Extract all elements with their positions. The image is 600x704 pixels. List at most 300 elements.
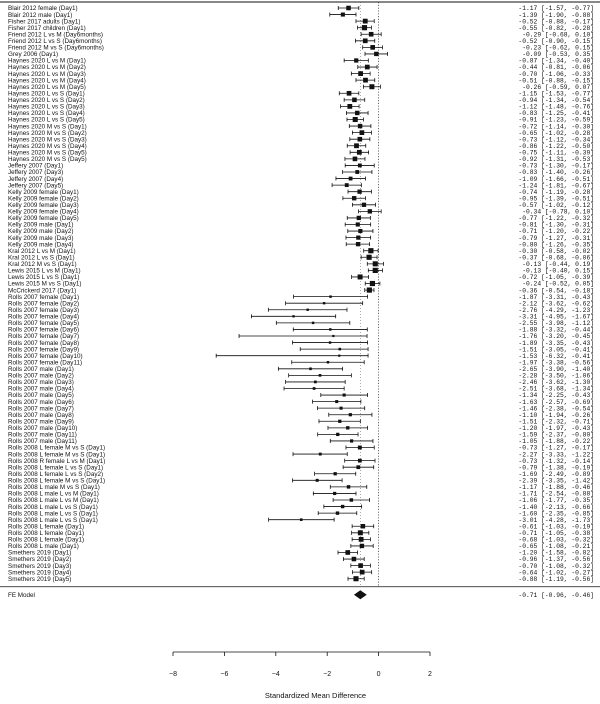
study-row (8, 386, 594, 393)
study-label: Haynes 2020 M vs S (Day4) (8, 142, 87, 150)
study-label: Rolls 2007 female (Day5) (8, 320, 80, 328)
study-label: Jeffery 2007 (Day1) (8, 162, 64, 170)
point-estimate (346, 426, 349, 429)
study-label: Rolls 2007 female (Day1) (8, 293, 80, 301)
estimate-text: -1.60 [-2.35, -0.85] (518, 510, 594, 518)
study-row (8, 156, 594, 163)
study-label: Blair 2012 female (Day1) (8, 5, 78, 13)
estimate-text: -1.76 [-3.20, -0.45] (518, 333, 594, 341)
estimate-text: -1.20 [-1.58, -0.82] (518, 549, 594, 557)
point-estimate (358, 164, 362, 168)
estimate-text: -0.26 [-0.59, 0.07] (522, 83, 594, 91)
study-label: Rolls 2008 L male L vs M (Day1) (8, 490, 99, 498)
point-estimate (360, 544, 364, 548)
study-row (8, 241, 594, 248)
study-label: Lewis 2015 L vs M (Day1) (8, 267, 81, 275)
point-estimate (350, 498, 353, 501)
study-row (8, 333, 594, 340)
point-estimate (368, 209, 372, 213)
study-label: Smethers 2019 (Day5) (8, 575, 72, 583)
study-label: Rolls 2007 male (Day7) (8, 405, 74, 413)
estimate-text: -0.65 [-1.08, -0.21] (518, 543, 594, 551)
study-row (8, 425, 594, 432)
estimate-text: -1.71 [-2.54, -0.88] (518, 490, 594, 498)
point-estimate (355, 111, 359, 115)
estimate-text: -1.34 [-2.25, -0.43] (518, 392, 594, 400)
estimate-text: -0.91 [-1.23, -0.59] (518, 116, 594, 124)
study-label: Rolls 2007 female (Day3) (8, 306, 80, 314)
estimate-text: -0.13 [-0.40, 0.15] (522, 267, 594, 275)
study-row (8, 261, 594, 268)
point-estimate (358, 530, 363, 535)
study-row (8, 12, 594, 19)
study-row (8, 379, 594, 386)
point-estimate (373, 261, 378, 266)
estimate-text: -0.51 [-0.88, -0.15] (518, 77, 594, 85)
study-row (8, 150, 594, 157)
point-estimate (329, 295, 331, 297)
study-row (8, 45, 594, 52)
point-estimate (358, 229, 362, 233)
point-estimate (341, 13, 345, 17)
estimate-text: -0.72 [-1.14, -0.30] (518, 123, 594, 131)
point-estimate (370, 45, 375, 50)
study-label: Rolls 2008 L male (Day1) (8, 543, 79, 551)
study-row (8, 163, 594, 170)
study-label: Fisher 2017 children (Day1) (8, 24, 86, 32)
study-label: Kelly 2009 female (Day3) (8, 202, 79, 209)
study-label: Rolls 2007 male (Day5) (8, 392, 74, 400)
point-estimate (358, 446, 362, 450)
study-row (8, 530, 594, 537)
study-label: Kelly 2009 female (Day2) (8, 195, 79, 203)
estimate-text: -0.36 [-0.54, -0.18] (518, 287, 594, 295)
study-label: Haynes 2020 L vs M (Day3) (8, 70, 86, 78)
study-label: Rolls 2007 male (Day4) (8, 385, 74, 393)
estimate-text: -0.83 [-1.25, -0.41] (518, 110, 594, 118)
study-label: Rolls 2008 L male M vs S (Day1) (8, 484, 100, 492)
estimate-text: -1.46 [-2.38, -0.54] (518, 405, 594, 413)
estimate-text: -0.09 [-0.53, 0.35] (522, 51, 594, 59)
estimate-text: -0.77 [-1.22, -0.32] (518, 215, 594, 223)
point-estimate (340, 407, 343, 410)
point-estimate (347, 485, 350, 488)
study-row (8, 569, 594, 576)
point-estimate (363, 38, 368, 43)
point-estimate (346, 6, 351, 11)
x-tick-label: −6 (220, 671, 229, 678)
estimate-text: -0.94 [-1.34, -0.54] (518, 97, 594, 105)
estimate-text: -0.71 [-1.20, -0.22] (518, 228, 594, 236)
point-estimate (374, 52, 378, 56)
study-label: Haynes 2020 M vs S (Day5) (8, 149, 87, 157)
study-label: Kral 2012 L vs M (Day1) (8, 247, 76, 255)
study-row (8, 366, 594, 373)
study-label: Haynes 2020 M vs S (Day1) (8, 123, 87, 131)
summary-label: FE Model (8, 592, 35, 600)
point-estimate (349, 413, 352, 416)
study-row (8, 228, 594, 235)
estimate-text: -1.51 [-3.05, -0.41] (518, 346, 594, 354)
point-estimate (369, 84, 374, 89)
study-label: Kelly 2009 female (Day5) (8, 215, 79, 223)
study-row (8, 176, 594, 183)
estimate-text: -0.73 [-1.12, -0.34] (518, 136, 594, 144)
point-estimate (336, 511, 339, 514)
point-estimate (368, 248, 373, 253)
study-row (8, 104, 594, 111)
point-estimate (314, 381, 317, 384)
x-axis-title: Standardized Mean Difference (264, 691, 367, 700)
study-label: Rolls 2007 male (Day11) (8, 438, 77, 446)
study-label: Rolls 2008 L female L vs S (Day2) (8, 470, 104, 478)
x-axis (169, 652, 432, 700)
study-label: Rolls 2007 male (Day8) (8, 411, 74, 419)
estimate-text: -0.29 [-0.68, 0.10] (522, 31, 594, 39)
study-rows (8, 5, 594, 583)
study-label: Rolls 2007 male (Day6) (8, 398, 74, 406)
estimate-text: -0.80 [-1.26, -0.35] (518, 241, 594, 249)
estimate-text: -0.68 [-1.03, -0.32] (518, 536, 594, 544)
study-label: Kral 2012 L vs S (Day1) (8, 254, 75, 262)
study-row (8, 248, 594, 255)
study-row (8, 97, 594, 104)
x-tick-label: −4 (271, 671, 280, 678)
study-row (8, 71, 594, 78)
point-estimate (334, 472, 337, 475)
study-row (8, 182, 594, 189)
estimate-text: -2.39 [-3.35, -1.42] (518, 477, 594, 485)
point-estimate (356, 465, 360, 469)
estimate-text: -1.39 [-1.90, -0.88] (518, 11, 594, 19)
study-row (8, 117, 594, 124)
study-row (8, 287, 594, 294)
study-label: Haynes 2020 L vs S (Day3) (8, 103, 85, 111)
study-label: Blair 2012 male (Day1) (8, 11, 73, 19)
x-tick-label: 2 (428, 671, 432, 678)
estimate-text: -2.46 [-3.62, -1.30] (518, 379, 594, 387)
study-label: Rolls 2008 L male L vs S (Day1) (8, 516, 98, 524)
point-estimate (360, 570, 365, 575)
point-estimate (356, 222, 360, 226)
study-row (8, 222, 594, 229)
study-label: Rolls 2007 male (Day9) (8, 418, 74, 426)
estimate-text: -2.55 [-3.98, -1.12] (518, 320, 594, 328)
estimate-text: -0.61 [-1.03, -0.19] (518, 523, 594, 531)
point-estimate (347, 91, 352, 96)
estimate-text: -0.86 [-1.22, -0.50] (518, 142, 594, 150)
study-row (8, 550, 594, 557)
study-label: Haynes 2020 L vs S (Day1) (8, 90, 85, 98)
estimate-text: -1.20 [-1.97, -0.43] (518, 425, 594, 433)
study-label: Jeffery 2007 (Day4) (8, 175, 64, 183)
study-label: Smethers 2019 (Day1) (8, 549, 72, 557)
point-estimate (292, 315, 294, 317)
study-label: Rolls 2008 L female L vs S (Day1) (8, 464, 104, 472)
point-estimate (319, 374, 322, 377)
study-label: Rolls 2007 female (Day11) (8, 359, 83, 367)
point-estimate (354, 143, 359, 148)
point-estimate (323, 302, 325, 304)
study-row (8, 412, 594, 419)
estimate-text: -0.95 [-1.39, -0.51] (518, 195, 594, 203)
estimate-text: -0.74 [-1.19, -0.28] (518, 188, 594, 196)
estimate-text: -0.30 [-0.58, -0.02] (518, 247, 594, 255)
point-estimate (358, 274, 363, 279)
estimate-text: -1.97 [-3.38, -0.56] (518, 359, 594, 367)
point-estimate (362, 25, 367, 30)
study-row (8, 418, 594, 425)
study-row (8, 294, 594, 301)
study-label: Smethers 2019 (Day3) (8, 562, 72, 570)
estimate-text: -0.70 [-1.08, -0.32] (518, 562, 594, 570)
study-label: Haynes 2020 L vs S (Day4) (8, 110, 85, 118)
study-row (8, 307, 594, 314)
estimate-text: -0.52 [-0.90, -0.15] (518, 38, 594, 45)
study-label: Rolls 2008 L female M vs S (Day1) (8, 451, 106, 459)
summary-estimate-text: -0.71 [-0.96, -0.46] (518, 592, 594, 600)
study-row (8, 576, 594, 583)
estimate-text: -0.70 [-1.06, -0.33] (518, 70, 594, 78)
study-row (8, 254, 594, 261)
study-row (8, 314, 594, 321)
point-estimate (352, 98, 357, 103)
study-row (8, 64, 594, 71)
estimate-text: -1.87 [-3.31, -0.43] (518, 293, 594, 301)
study-row (8, 353, 594, 360)
study-label: Rolls 2008 L female (Day1) (8, 530, 85, 537)
point-estimate (329, 341, 331, 343)
estimate-text: -0.96 [-1.37, -0.56] (518, 556, 594, 564)
point-estimate (358, 137, 363, 142)
study-row (8, 169, 594, 176)
study-label: Haynes 2020 M vs S (Day3) (8, 136, 87, 144)
study-row (8, 563, 594, 570)
study-row (8, 327, 594, 334)
point-estimate (358, 124, 362, 128)
point-estimate (358, 459, 362, 463)
estimate-text: -1.51 [-2.32, -0.71] (518, 418, 594, 426)
point-estimate (350, 439, 353, 442)
point-estimate (338, 420, 341, 423)
estimate-text: -0.87 [-1.34, -0.40] (518, 57, 594, 65)
study-label: Rolls 2008 L male L vs M (Day1) (8, 497, 99, 505)
point-estimate (373, 268, 378, 273)
point-estimate (363, 19, 368, 24)
point-estimate (353, 576, 358, 581)
point-estimate (353, 157, 358, 162)
point-estimate (327, 361, 329, 363)
study-label: Rolls 2008 R female L vs M (Day1) (8, 457, 106, 465)
study-label: Kelly 2009 male (Day4) (8, 241, 74, 249)
estimate-text: -1.53 [-6.32, -0.41] (518, 352, 594, 360)
study-label: Rolls 2007 male (Day10) (8, 425, 78, 433)
study-row (8, 359, 594, 366)
point-estimate (367, 287, 372, 292)
estimate-text: -0.73 [-1.32, -0.14] (518, 457, 594, 465)
study-row (8, 517, 594, 524)
estimate-text: -0.79 [-1.38, -0.19] (518, 464, 594, 472)
study-label: Jeffery 2007 (Day5) (8, 182, 64, 190)
study-row (8, 281, 594, 288)
point-estimate (358, 71, 363, 76)
estimate-text: -0.71 [-1.05, -0.38] (518, 530, 594, 537)
study-row (8, 143, 594, 150)
study-label: McCrickerd 2017 (Day1) (8, 287, 77, 295)
point-estimate (363, 78, 368, 83)
estimate-text: -0.72 [-1.05, -0.39] (518, 274, 594, 282)
study-row (8, 392, 594, 399)
point-estimate (369, 32, 374, 37)
study-label: Rolls 2008 L male L vs S (Day1) (8, 503, 98, 511)
point-estimate (365, 65, 370, 70)
estimate-text: -0.23 [-0.62, 0.15] (522, 44, 594, 52)
study-row (8, 189, 594, 196)
point-estimate (355, 170, 359, 174)
estimate-text: -1.12 [-1.48, -0.76] (518, 103, 594, 111)
point-estimate (329, 328, 331, 330)
study-row (8, 537, 594, 544)
study-row (8, 340, 594, 347)
study-label: Friend 2012 M vs S (Day6months) (8, 44, 104, 52)
point-estimate (347, 104, 352, 109)
study-row (8, 195, 594, 202)
study-row (8, 209, 594, 216)
study-label: Kelly 2009 male (Day2) (8, 228, 74, 236)
study-label: Kelly 2009 female (Day1) (8, 188, 79, 196)
estimate-text: -1.17 [-1.57, -0.77] (518, 5, 594, 13)
study-label: Smethers 2019 (Day4) (8, 569, 72, 577)
study-label: Friend 2012 L vs M (Day6months) (8, 31, 103, 39)
point-estimate (358, 563, 363, 568)
study-row (8, 123, 594, 130)
study-label: Smethers 2019 (Day2) (8, 556, 72, 564)
study-label: Kral 2012 M vs S (Day1) (8, 261, 77, 269)
study-label: Grey 2006 (Day1) (8, 51, 59, 59)
point-estimate (356, 236, 360, 240)
study-row (8, 5, 594, 12)
study-row (8, 130, 594, 137)
point-estimate (309, 367, 312, 370)
point-estimate (352, 196, 356, 200)
estimate-text: -1.69 [-2.49, -0.89] (518, 470, 594, 478)
estimate-text: -2.76 [-4.29, -1.23] (518, 306, 594, 314)
study-row (8, 136, 594, 143)
estimate-text: -0.92 [-1.31, -0.53] (518, 156, 594, 164)
point-estimate (343, 394, 346, 397)
study-label: Rolls 2007 male (Day2) (8, 372, 74, 380)
estimate-text: -0.37 [-0.68, -0.06] (518, 254, 594, 262)
estimate-text: -2.51 [-3.68, -1.34] (518, 385, 594, 393)
study-label: Haynes 2020 L vs M (Day1) (8, 57, 86, 65)
point-estimate (313, 387, 316, 390)
study-row (8, 268, 594, 275)
study-label: Jeffery 2007 (Day3) (8, 169, 64, 177)
point-estimate (349, 177, 353, 181)
estimate-text: -1.10 [-1.94, -0.26] (518, 411, 594, 419)
point-estimate (345, 550, 350, 555)
study-label: Rolls 2007 female (Day4) (8, 313, 80, 321)
study-label: Haynes 2020 M vs S (Day5) (8, 156, 87, 164)
study-row (8, 58, 594, 65)
point-estimate (353, 117, 358, 122)
study-label: Rolls 2008 L female (Day1) (8, 536, 85, 544)
estimate-text: -0.52 [-0.88, -0.17] (518, 18, 594, 26)
study-label: Lewis 2015 L vs S (Day1) (8, 274, 80, 282)
estimate-text: -1.88 [-3.32, -0.44] (518, 326, 594, 334)
study-row (8, 543, 594, 550)
study-label: Friend 2012 L vs S (Day6months) (8, 38, 102, 45)
point-estimate (357, 190, 361, 194)
estimate-text: -2.27 [-3.33, -1.22] (518, 451, 594, 459)
summary-diamond (354, 590, 367, 599)
study-label: Haynes 2020 L vs S (Day2) (8, 97, 85, 105)
study-row (8, 320, 594, 327)
point-estimate (312, 322, 314, 324)
estimate-text: -0.73 [-1.30, -0.17] (518, 162, 594, 170)
estimate-text: -0.64 [-1.02, -0.27] (518, 569, 594, 577)
study-row (8, 51, 594, 58)
study-label: Lewis 2015 M vs S (Day1) (8, 280, 82, 288)
study-label: Rolls 2008 L female M vs S (Day1) (8, 444, 106, 452)
point-estimate (306, 309, 308, 311)
study-label: Haynes 2020 L vs M (Day2) (8, 64, 86, 72)
x-tick-label: 0 (376, 671, 381, 678)
estimate-text: -0.44 [-0.81, -0.06] (518, 64, 594, 72)
study-row (8, 346, 594, 353)
study-row (8, 405, 594, 412)
study-row (8, 235, 594, 242)
point-estimate (356, 242, 360, 246)
summary-row (8, 590, 594, 599)
study-label: Kelly 2009 male (Day3) (8, 234, 74, 242)
point-estimate (338, 355, 340, 357)
study-row (8, 215, 594, 222)
study-row (8, 556, 594, 563)
point-estimate (345, 183, 349, 187)
estimate-text: -1.06 [-1.77, -0.35] (518, 497, 594, 505)
estimate-text: -0.83 [-1.40, -0.26] (518, 169, 594, 177)
point-estimate (360, 130, 365, 135)
study-row (8, 523, 594, 530)
estimate-text: -2.65 [-3.90, -1.40] (518, 366, 594, 373)
study-label: Rolls 2007 female (Day2) (8, 300, 80, 308)
study-row (8, 202, 594, 209)
study-label: Rolls 2007 female (Day6) (8, 326, 80, 334)
point-estimate (370, 281, 375, 286)
point-estimate (341, 505, 344, 508)
study-label: Rolls 2007 female (Day8) (8, 339, 80, 347)
estimate-text: -3.01 [-4.28, -1.73] (518, 516, 594, 524)
study-row (8, 274, 594, 281)
estimate-text: -1.63 [-2.57, -0.69] (518, 398, 594, 406)
study-label: Rolls 2008 L female M vs S (Day1) (8, 477, 106, 485)
point-estimate (336, 433, 339, 436)
estimate-text: -1.17 [-1.88, -0.46] (518, 484, 594, 492)
study-label: Rolls 2007 female (Day10) (8, 352, 83, 360)
estimate-text: -0.34 [-0.78, 0.10] (522, 208, 594, 216)
x-tick-label: −2 (323, 671, 332, 678)
study-label: Rolls 2007 male (Day3) (8, 379, 74, 387)
point-estimate (332, 335, 334, 337)
study-label: Rolls 2007 female (Day7) (8, 333, 80, 341)
estimate-text: -1.24 [-1.81, -0.67] (518, 182, 594, 190)
point-estimate (352, 557, 357, 562)
estimate-text: -0.13 [-0.44, 0.19] (522, 261, 594, 269)
estimate-text: -1.09 [-1.66, -0.51] (518, 175, 594, 183)
study-row (8, 300, 594, 307)
estimate-text: -0.88 [-1.19, -0.56] (518, 575, 594, 583)
